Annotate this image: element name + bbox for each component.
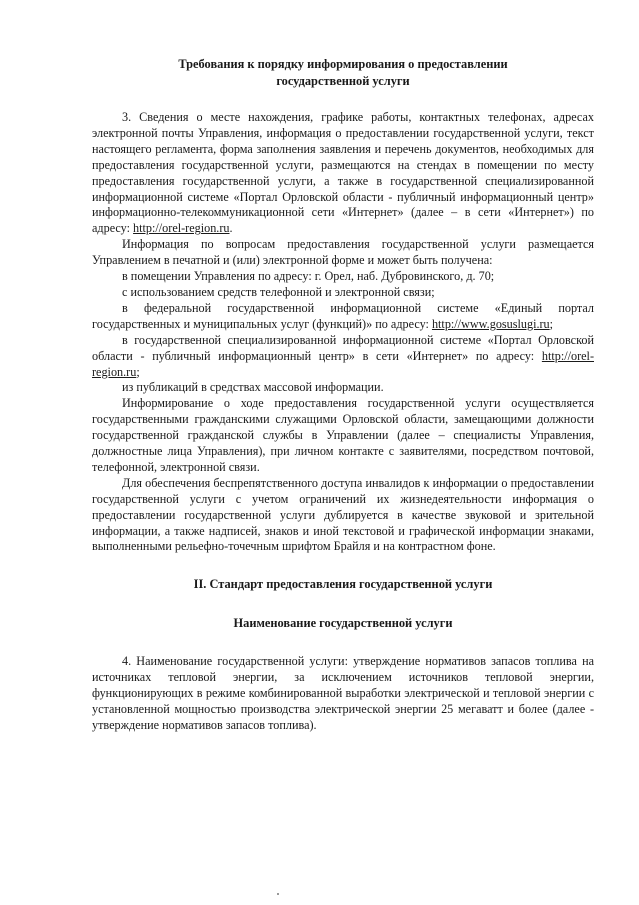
info-item-portal xyxy=(92,333,594,381)
portal-link[interactable]: http://orel-region.ru xyxy=(92,348,594,379)
info-paragraph: Информация по вопросам предоставления государственной услуги размещается Управлением в печатной и (или) электронной форме и может быть получена: xyxy=(92,237,594,268)
info-item-portal-end: ; xyxy=(136,364,140,379)
info-item-phone: с использованием средств телефонной и электронной связи; xyxy=(122,284,435,299)
paragraph-3 xyxy=(92,110,594,237)
informing-paragraph: Информирование о ходе предоставления государственной услуги осуществляется государственными гражданскими служащими Орловской области, замещающими должности государственной гражданской службы в Управлении (далее – специалисты Управления, должностные лица Управления), при личном контакте с заявителями, посредством почтовой, телефонной, электронной связи. xyxy=(92,396,594,474)
document-page xyxy=(92,56,594,734)
document-title xyxy=(92,56,594,90)
title-line-1: Требования к порядку информирования о предоставлении xyxy=(178,57,508,71)
paragraph-3-end: . xyxy=(229,221,233,236)
subsection-title: Наименование государственной услуги xyxy=(233,616,453,631)
gosuslugi-link[interactable]: http://www.gosuslugi.ru xyxy=(431,316,550,331)
accessibility-paragraph: Для обеспечения беспрепятственного доступа инвалидов к информации о предоставлении государственной услуги с учетом ограничений их жизнедеятельности информация о предоставлении государственной услуги дублируется в качестве звуковой и зрительной информации, а также надписей, знаков и иной текстовой и графической информации знаками, выполненными рельефно-точечным шрифтом Брайля и на контрастном фоне. xyxy=(92,475,594,554)
title-line-2: государственной услуги xyxy=(276,74,410,88)
info-item-media: из публикаций в средствах массовой информации. xyxy=(122,380,384,395)
info-item-portal-text: в государственной специализированной информационной системе «Портал Орловской области - публичный информационный центр» в сети «Интернет» по адресу: xyxy=(92,332,594,363)
info-item-gosuslugi xyxy=(92,301,594,333)
info-item-gosuslugi-end: ; xyxy=(549,316,554,331)
paragraph-4: 4. Наименование государственной услуги: утверждение нормативов запасов топлива на источниках тепловой энергии, за исключением источников тепловой энергии, функционирующих в режиме комбинированной выработки электрической и тепловой энергии с установленной мощностью производства электрической энергии 25 мегаватт и более (далее - утверждение нормативов запасов топлива). xyxy=(92,654,594,732)
info-item-office: в помещении Управления по адресу: г. Орел, наб. Дубровинского, д. 70; xyxy=(122,269,495,284)
page-mark xyxy=(277,893,279,895)
orel-region-link[interactable]: http://orel-region.ru xyxy=(133,221,230,236)
section-title: II. Стандарт предоставления государственной услуги xyxy=(193,577,493,592)
info-item-gosuslugi-text: в федеральной государственной информационной системе «Единый портал государственных и муниципальных услуг (функций)» по адресу: xyxy=(92,300,594,331)
paragraph-3-text: 3. Сведения о месте нахождения, графике работы, контактных телефонах, адресах электронной почты Управления, информация о предоставлении государственной услуги, текст настоящего регламента, форма заполнения заявления и перечень документов, необходимых для предоставления государственной услуги, размещаются на стендах в помещении по месту предоставления государственной услуги, а также в государственной специализированной информационной системе «Портал Орловской области - публичный информационный центр» информационно-телекоммуникационной сети «Интернет» (далее – в сети «Интернет») по адресу: xyxy=(92,110,594,236)
